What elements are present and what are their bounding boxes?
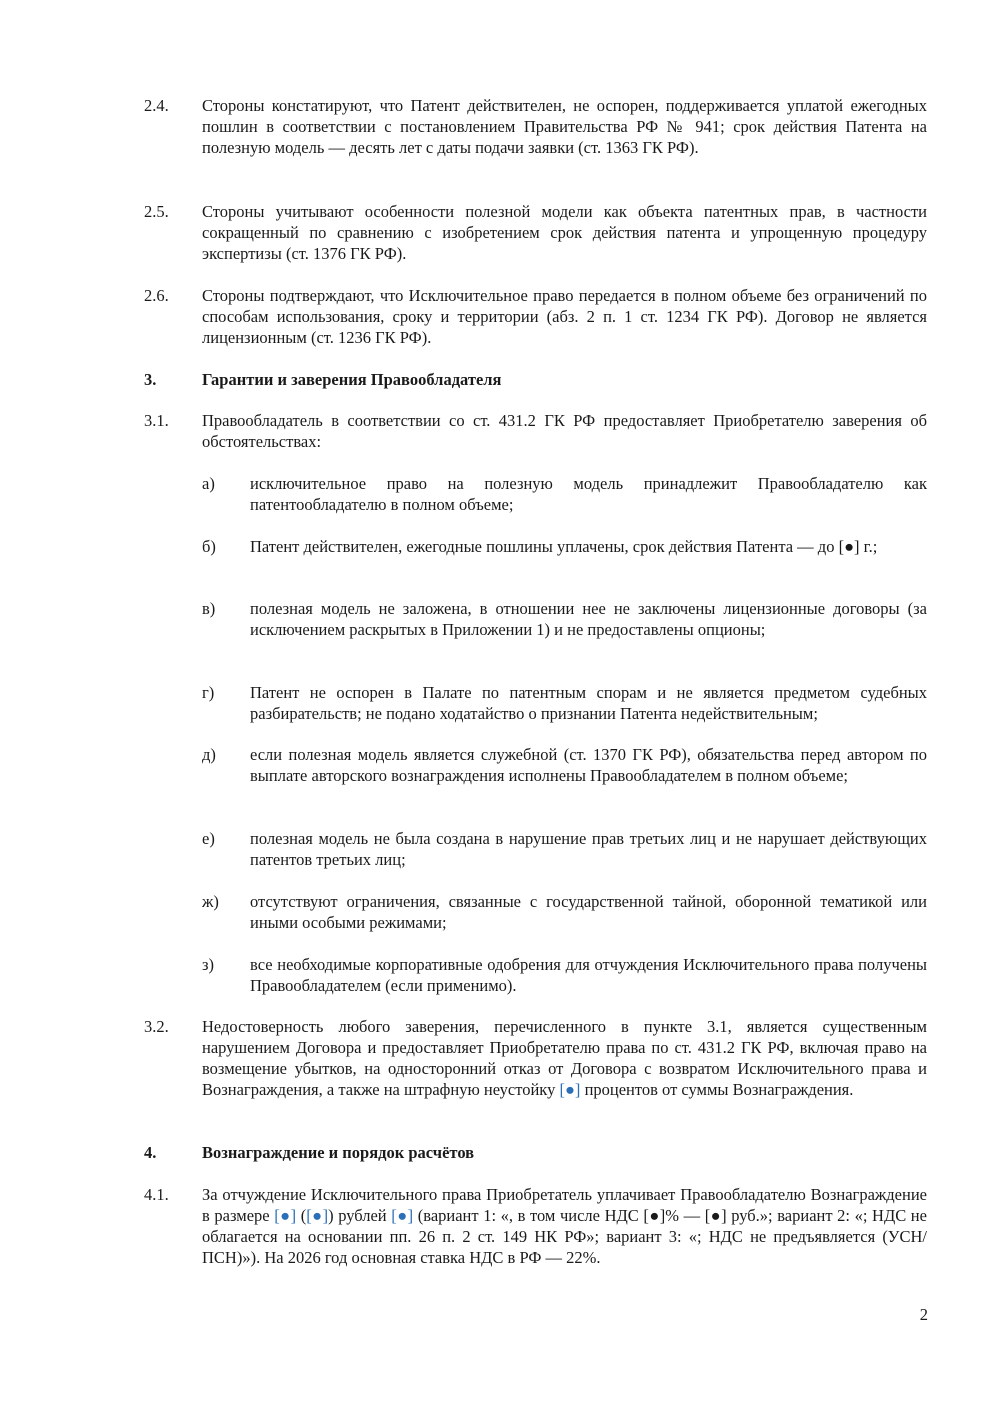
subitem-letter: б) [202, 537, 216, 556]
clause-text: Стороны подтверждают, что Исключительное право передается в полном объеме без ограничений по способам использования, сроку и территории (абз. 2 п. 1 ст. 1234 ГК РФ). Договор не является лицензионным (ст. 1236 ГК РФ). [202, 286, 927, 347]
subitem-z [202, 954, 927, 996]
subitem-e [202, 828, 927, 870]
clause-text-part: За отчуждение Исключительного права Приобретатель уплачивает Правообладателю Вознаграждение в размере [202, 1185, 927, 1225]
section-number: 3. [144, 370, 157, 389]
subitem-letter: е) [202, 829, 215, 848]
subitem-text: все необходимые корпоративные одобрения для отчуждения Исключительного права получены Правообладателем (если применимо). [250, 955, 927, 995]
subitem-text: исключительное право на полезную модель принадлежит Правообладателю как патентообладателю в полном объеме; [250, 474, 927, 514]
subitem-text: отсутствуют ограничения, связанные с государственной тайной, оборонной тематикой или иными особыми режимами; [250, 892, 927, 932]
clause-text [202, 1016, 927, 1100]
subitem-letter: ж) [202, 892, 219, 911]
clause-text-part: (вариант 1: «, в том числе НДС [●]% — [●] руб.»; вариант 2: «; НДС не облагается на основании пп. 26 п. 2 ст. 149 НК РФ»; вариант 3: «; НДС не предъявляется (УСН/ПСН)»). На 2026 год основная ставка НДС в РФ — 22%. [202, 1206, 927, 1267]
clause-4-1 [144, 1184, 927, 1268]
section-3-heading [144, 369, 927, 390]
clause-number: 4.1. [144, 1185, 169, 1204]
subitem-text: если полезная модель является служебной (ст. 1370 ГК РФ), обязательства перед автором по выплате авторского вознаграждения исполнены Правообладателем в полном объеме; [250, 745, 927, 785]
subitem-letter: г) [202, 683, 215, 702]
clause-text-part: Недостоверность любого заверения, перечисленного в пункте 3.1, является существенным нарушением Договора и предоставляет Приобретателю права по ст. 431.2 ГК РФ, включая право на возмещение убытков, на односторонний отказ от Договора с возвратом Исключительного права и Вознаграждения, а также на штрафную неустойку [202, 1017, 927, 1099]
clause-number: 3.1. [144, 411, 169, 430]
subitem-letter: з) [202, 955, 215, 974]
subitem-text: полезная модель не заложена, в отношении нее не заключены лицензионные договоры (за исключением раскрытых в Приложении 1) и не предоставлены опционы; [250, 599, 927, 639]
clause-text-part: ( [296, 1206, 307, 1225]
subitem-g [202, 682, 927, 724]
section-title: Гарантии и заверения Правообладателя [202, 370, 502, 389]
subitem-letter: в) [202, 599, 216, 618]
clause-2-6 [144, 285, 927, 348]
subitem-v [202, 598, 927, 640]
subitem-letter: д) [202, 745, 216, 764]
section-number: 4. [144, 1143, 157, 1162]
clause-number: 2.6. [144, 286, 169, 305]
placeholder-amount[interactable]: [●] [274, 1206, 297, 1225]
clause-text: Стороны констатируют, что Патент действителен, не оспорен, поддерживается уплатой ежегодных пошлин в соответствии с постановлением Правительства РФ № 941; срок действия Патента на полезную модель — десять лет с даты подачи заявки (ст. 1363 ГК РФ). [202, 96, 927, 157]
subitem-a [202, 473, 927, 515]
clause-2-4 [144, 95, 927, 158]
clause-3-2 [144, 1016, 927, 1100]
clause-text: Правообладатель в соответствии со ст. 431.2 ГК РФ предоставляет Приобретателю заверения об обстоятельствах: [202, 411, 927, 451]
clause-number: 2.5. [144, 202, 169, 221]
subitem-text: Патент не оспорен в Палате по патентным спорам и не является предметом судебных разбирательств; не подано ходатайство о признании Патента недействительным; [250, 683, 927, 723]
page-number: 2 [919, 1305, 928, 1324]
section-title: Вознаграждение и порядок расчётов [202, 1143, 475, 1162]
subitem-text: полезная модель не была создана в нарушение прав третьих лиц и не нарушает действующих патентов третьих лиц; [250, 829, 927, 869]
placeholder-field[interactable]: [●] [559, 1080, 581, 1099]
subitem-letter: а) [202, 474, 215, 493]
clause-text [202, 1184, 927, 1268]
clause-2-5 [144, 201, 927, 264]
clause-number: 3.2. [144, 1017, 169, 1036]
subitem-d [202, 744, 927, 786]
section-4-heading [144, 1142, 927, 1163]
clause-text-part: ) рублей [328, 1206, 392, 1225]
subitem-text: Патент действителен, ежегодные пошлины уплачены, срок действия Патента — до [●] г.; [250, 537, 878, 556]
subitem-b [202, 536, 927, 557]
clause-text: Стороны учитывают особенности полезной модели как объекта патентных прав, в частности сокращенный по сравнению с изобретением срок действия патента и упрощенную процедуру экспертизы (ст. 1376 ГК РФ). [202, 202, 927, 263]
clause-3-1 [144, 410, 927, 452]
subitem-zh [202, 891, 927, 933]
clause-text-part: процентов от суммы Вознаграждения. [580, 1080, 854, 1099]
placeholder-vat-variant[interactable]: [●] [391, 1206, 414, 1225]
clause-number: 2.4. [144, 96, 169, 115]
placeholder-amount-words[interactable]: [●] [306, 1206, 329, 1225]
